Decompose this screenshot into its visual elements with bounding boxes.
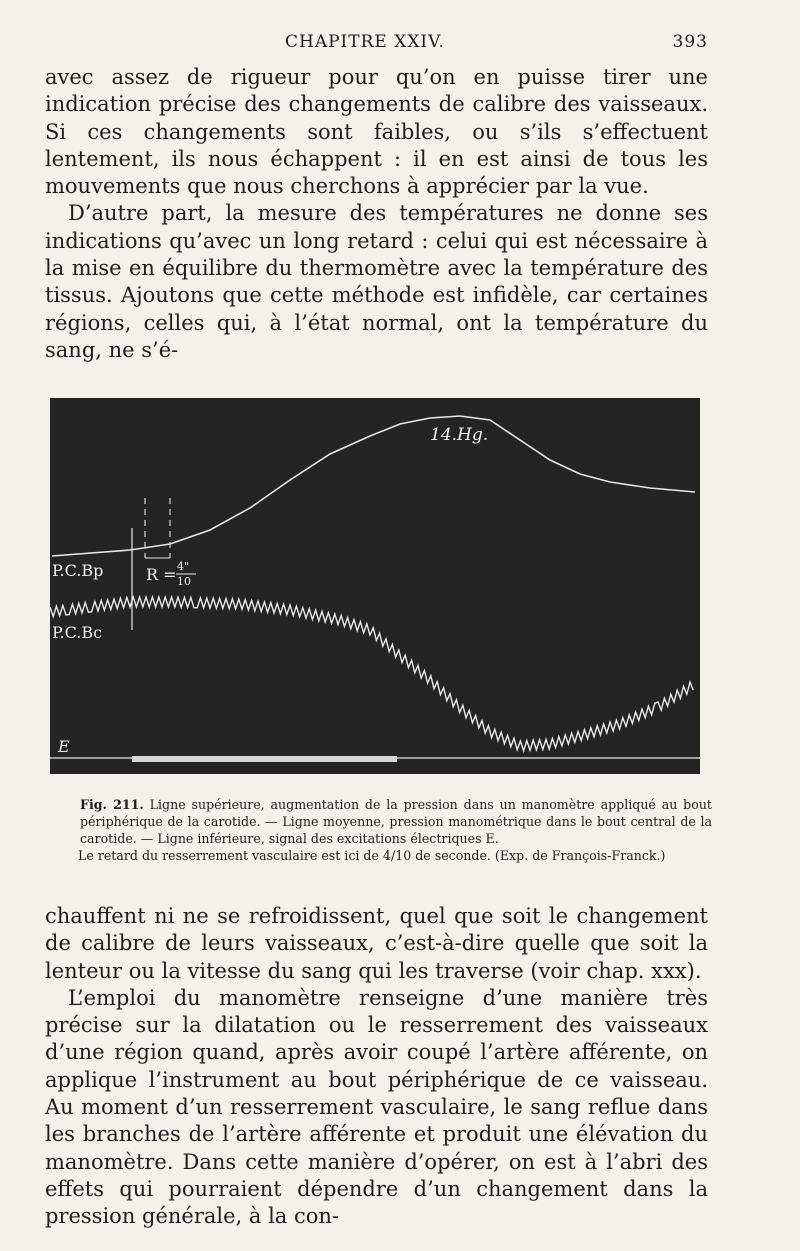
caption-figure-label: Fig. 211. bbox=[80, 797, 144, 812]
body-text-top bbox=[45, 64, 708, 364]
label-r-denominator: 10 bbox=[177, 575, 191, 588]
chapter-title: CHAPITRE XXIV. bbox=[285, 32, 445, 52]
upper-pressure-trace bbox=[52, 416, 695, 556]
paragraph: D’autre part, la mesure des températures ne donne ses indications qu’avec un long retard : celui qui est nécessaire à la mise en équilibre du thermomètre avec la température des tissus. Ajoutons que cette méthode est infidèle, car certaines régions, celles qui, à l’état normal, ont la température du sang, ne s’é- bbox=[45, 201, 708, 362]
label-r-numerator: 4" bbox=[177, 560, 190, 573]
figure-211-tracing bbox=[50, 398, 700, 774]
middle-pressure-trace bbox=[50, 597, 693, 751]
label-pcbp: P.C.Bp bbox=[52, 561, 104, 580]
kymograph-tracing bbox=[50, 398, 700, 774]
label-r: R = bbox=[146, 565, 177, 584]
paragraph: avec assez de rigueur pour qu’on en puisse tirer une indication précise des changements de calibre des vaisseaux. Si ces changements sont faibles, ou s’ils s’effectuent lentement, ils nous échappent : il en est ainsi de tous les mouvements que nous cherchons à apprécier par la vue. bbox=[45, 65, 708, 199]
paragraph: L’emploi du manomètre renseigne d’une manière très précise sur la dilatation ou le resserrement des vaisseaux d’une région quand, après avoir coupé l’artère afférente, on applique l’instrument au bout périphérique de ce vaisseau. Au moment d’un resserrement vasculaire, le sang reflue dans les branches de l’artère afférente et produit une élévation du manomètre. Dans cette manière d’opérer, on est à l’abri des effets qui pourraient dépendre d’un changement dans la pression générale, à la con- bbox=[45, 985, 708, 1229]
caption-text: Ligne supérieure, augmentation de la pression dans un manomètre appliqué au bout périphérique de la carotide. — Ligne moyenne, pression manométrique dans le bout central de la carotide. — Ligne inférieure, signal des excitations électriques E. bbox=[80, 797, 712, 846]
figure-caption bbox=[48, 796, 712, 864]
paragraph: chauffent ni ne se refroidissent, quel que soit le changement de calibre de leurs vaisseaux, c’est-à-dire quelle que soit la lenteur ou la vitesse du sang qui les traverse (voir chap. xxx). bbox=[45, 904, 708, 983]
running-header bbox=[45, 32, 708, 56]
signal-excitation-bar bbox=[132, 756, 397, 762]
page-number: 393 bbox=[672, 32, 708, 52]
body-text-bottom bbox=[45, 903, 708, 1231]
label-pcbc: P.C.Bc bbox=[52, 623, 103, 642]
caption-note: Le retard du resserrement vasculaire est ici de 4/10 de seconde. (Exp. de François-Franck.) bbox=[78, 848, 666, 863]
caption-main bbox=[48, 796, 712, 847]
label-hg: 14.Hg. bbox=[430, 425, 489, 445]
label-e: E bbox=[58, 737, 70, 756]
